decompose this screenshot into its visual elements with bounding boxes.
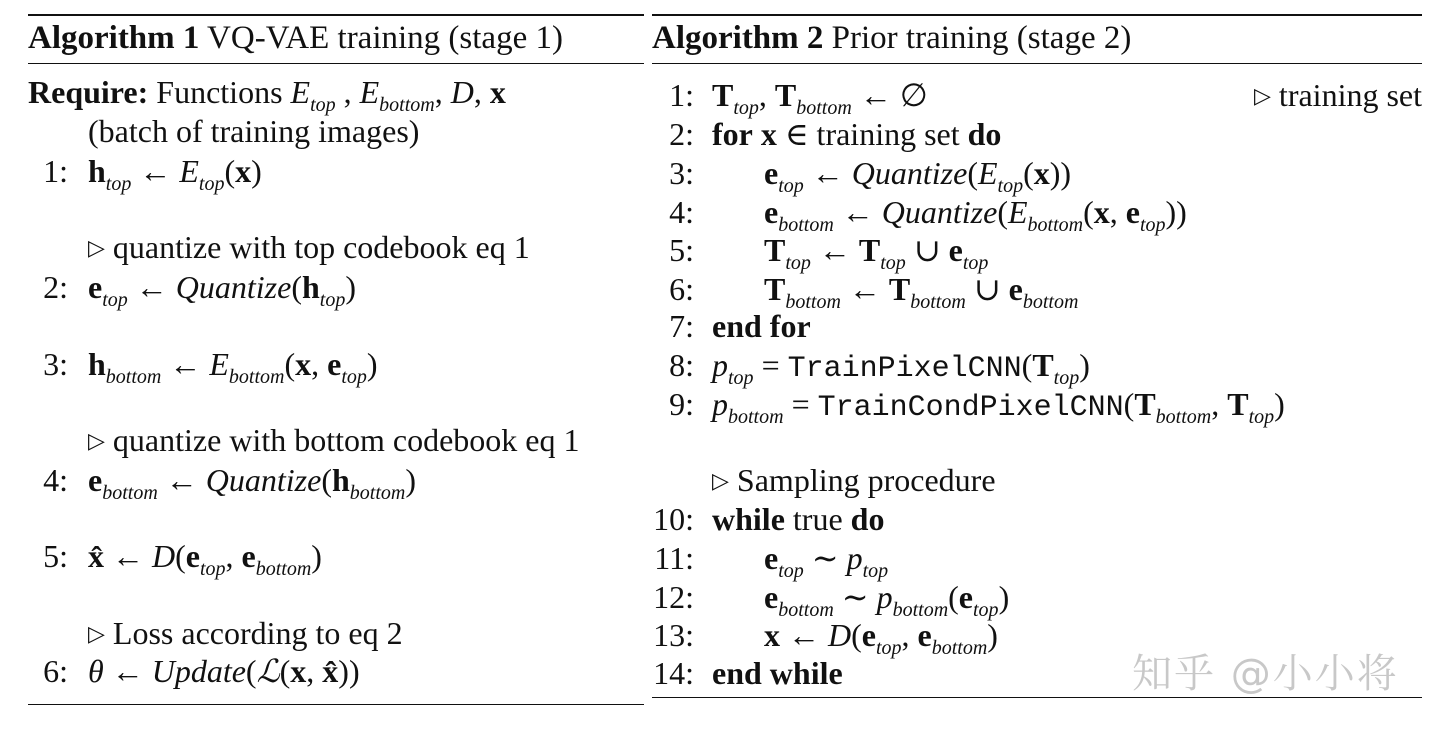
- algo1-comment-loss: ▷ Loss according to eq 2: [88, 615, 403, 651]
- algo2-step-4: 4: $e_{bottom}$ ← $Quantize(E_{bottom}(x$, $e_{top}$)): [669, 194, 1187, 236]
- algo2-step-1: 1: $T_{top}$, $T_{bottom}$ ← ∅ ▷ training set: [669, 77, 1422, 119]
- algo1-step-4: 4: $e_{bottom}$ ← $Quantize(h_{bottom})$: [43, 462, 416, 504]
- top-rule: [28, 14, 644, 16]
- algo1-step-3: 3: $h_{bottom}$ ← $E_{bottom}(x$, $e_{top}$): [43, 346, 378, 388]
- algo1-step-2: 2: $e_{top}$ ← $Quantize(h_{top})$: [43, 269, 356, 311]
- comment-training-set: ▷ training set: [1254, 77, 1422, 113]
- comment-triangle-icon: ▷: [88, 235, 105, 260]
- algo2-step-9: 9: $p_{bottom}$ = $TrainCondPixelCNN(T_{bottom}$, $T_{top}$): [669, 386, 1285, 428]
- comment-triangle-icon: ▷: [1254, 83, 1271, 108]
- algo2-step-3: 3: $e_{top}$ ← $Quantize(E_{top}(x))$: [669, 155, 1072, 197]
- algo2-step-10: 10: while true do: [653, 501, 885, 537]
- algo1-step-5: 5: x̂ ← $D(e_{top}$, $e_{bottom}$): [43, 538, 322, 580]
- algo2-step-7: 7: end for: [669, 308, 811, 344]
- algo2-step-5: 5: $T_{top}$ ← $T_{top}$ ∪ $e_{top}$: [669, 232, 989, 274]
- algo2-comment-sampling: ▷ Sampling procedure: [712, 462, 996, 498]
- comment-triangle-icon: ▷: [712, 468, 729, 493]
- algo2-step-2: 2: for x ∈ training set do: [669, 116, 1002, 152]
- require-line-continued: (batch of training images): [88, 113, 420, 149]
- comment-triangle-icon: ▷: [88, 428, 105, 453]
- zhihu-watermark: 知乎 @小小将: [1132, 651, 1399, 697]
- title-rule: [28, 63, 644, 64]
- algo1-step-1: 1: $h_{top}$ ← $E_{top}(x)$: [43, 153, 262, 195]
- algorithm-1-title: Algorithm 1 VQ-VAE training (stage 1): [28, 20, 563, 56]
- algo2-step-13: 13: x ← $D(e_{top}$, $e_{bottom}$): [653, 617, 998, 659]
- bottom-rule: [28, 704, 644, 705]
- algo2-step-14: 14: end while: [653, 655, 843, 691]
- require-line: Require: Functions $E_{top}$ , $E_{bottom}$, D, x: [28, 74, 506, 116]
- algo1-comment-quantize-top: ▷ quantize with top codebook eq 1: [88, 229, 530, 265]
- algo1-comment-quantize-bottom: ▷ quantize with bottom codebook eq 1: [88, 422, 580, 458]
- algo2-step-6: 6: $T_{bottom}$ ← $T_{bottom}$ ∪ $e_{bottom}$: [669, 271, 1079, 313]
- algo2-step-8: 8: $p_{top}$ = $TrainPixelCNN(T_{top})$: [669, 347, 1090, 389]
- algo1-step-6: 6: θ ← Update(ℒ(x, x̂)): [43, 653, 360, 689]
- top-rule: [652, 14, 1422, 16]
- title-rule: [652, 63, 1422, 64]
- algorithm-2-title: Algorithm 2 Prior training (stage 2): [652, 20, 1132, 56]
- algo2-step-12: 12: $e_{bottom}$ ∼ $p_{bottom}(e_{top})$: [653, 579, 1010, 621]
- comment-triangle-icon: ▷: [88, 621, 105, 646]
- algo2-step-11: 11: $e_{top}$ ∼ $p_{top}$: [654, 540, 889, 582]
